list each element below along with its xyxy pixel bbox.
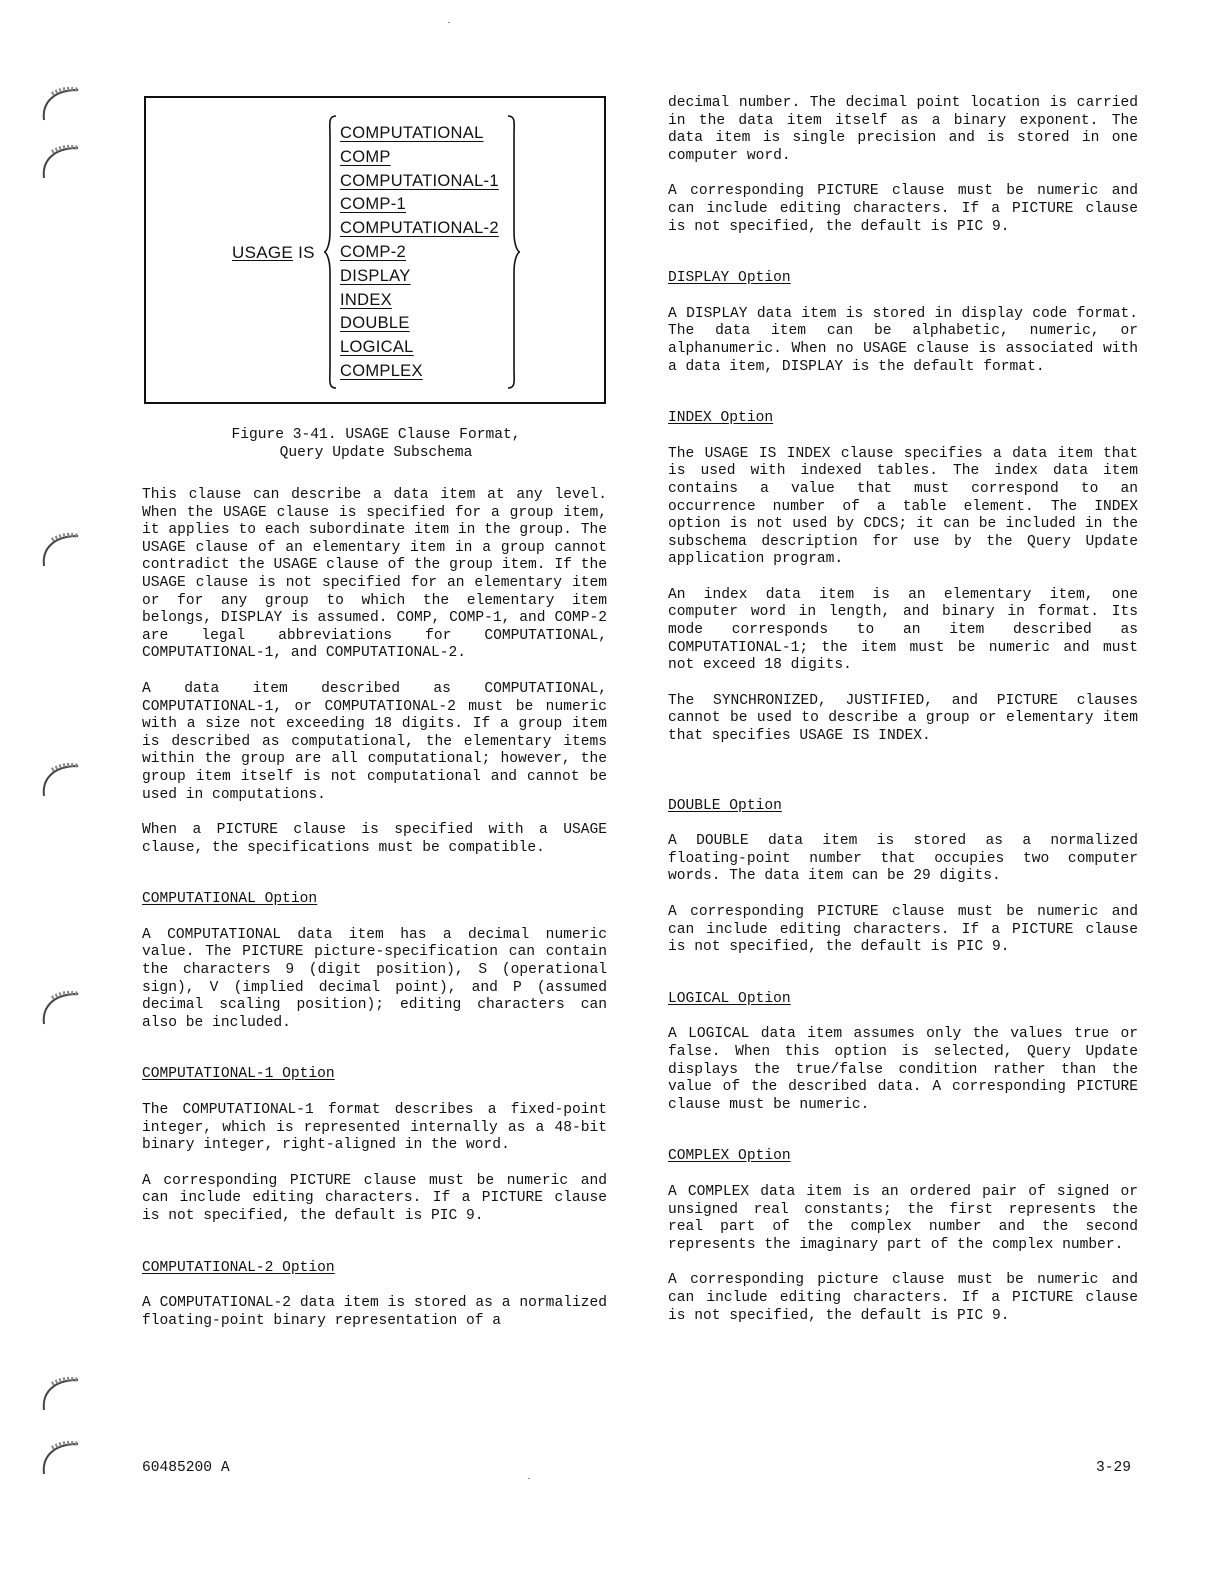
section-heading-logical: LOGICAL Option xyxy=(668,990,791,1007)
paragraph: A corresponding PICTURE clause must be numeric and can include editing characters. If a PICTURE clause is not specified, the default is PIC 9. xyxy=(668,183,1138,235)
binder-hole-icon xyxy=(38,758,80,800)
usage-option: DOUBLE xyxy=(340,314,410,333)
paragraph: The SYNCHRONIZED, JUSTIFIED, and PICTURE clauses cannot be used to describe a group or elementary item that specifies USAGE IS INDEX. xyxy=(668,692,1138,745)
usage-option: COMPUTATIONAL xyxy=(340,124,484,142)
section-heading-computational-1: COMPUTATIONAL-1 Option xyxy=(142,1066,335,1083)
usage-keyword: USAGE xyxy=(232,243,294,262)
caption-line-2: Query Update Subschema xyxy=(279,445,473,461)
paragraph: A COMPUTATIONAL-2 data item is stored as a normalized floating-point binary representation of a xyxy=(142,1295,607,1329)
section-heading-index: INDEX Option xyxy=(668,410,774,427)
paragraph: The USAGE IS INDEX clause specifies a data item that is used with indexed tables. The index data item contains a value that must correspond to an occurrence number of a table element. The INDEX option is not used by CDCS; it can be included in the subschema description for use by the Query Update application program. xyxy=(668,445,1138,568)
right-column xyxy=(668,95,1138,1325)
section-heading-computational: COMPUTATIONAL Option xyxy=(142,891,318,908)
scan-speck xyxy=(528,1478,530,1479)
paragraph: A COMPLEX data item is an ordered pair of signed or unsigned real constants; the first represents the real part of the complex number and the second represents the imaginary part of the complex number. xyxy=(668,1183,1138,1253)
paragraph: When a PICTURE clause is specified with a USAGE clause, the specifications must be compatible. xyxy=(142,822,607,856)
paragraph: This clause can describe a data item at any level. When the USAGE clause is specified for a group item, it applies to each subordinate item in the group. The USAGE clause of an elementary item in a group cannot contradict the USAGE clause of the group item. If the USAGE clause is not specified for an elementary item or for any group to which the elementary item belongs, DISPLAY is assumed. COMP, COMP-1, and COMP-2 are legal abbreviations for COMPUTATIONAL, COMPUTATIONAL-1, and COMPUTATIONAL-2. xyxy=(142,487,607,662)
binder-hole-icon xyxy=(38,82,80,124)
paragraph: A DOUBLE data item is stored as a normalized floating-point number that occupies two computer words. The data item can be 29 digits. xyxy=(668,833,1138,885)
document-number: 60485200 A xyxy=(142,1460,230,1476)
paragraph: A corresponding picture clause must be numeric and can include editing characters. If a PICTURE clause is not specified, the default is PIC 9. xyxy=(668,1272,1138,1324)
scan-speck xyxy=(448,22,450,23)
binder-hole-icon xyxy=(38,528,80,570)
binder-hole-icon xyxy=(38,1436,80,1478)
binder-hole-icon xyxy=(38,986,80,1028)
section-heading-computational-2: COMPUTATIONAL-2 Option xyxy=(142,1259,335,1276)
usage-option: LOGICAL xyxy=(340,338,414,357)
figure-caption xyxy=(144,426,608,462)
usage-option: COMPLEX xyxy=(340,361,423,380)
usage-option: COMPUTATIONAL-2 xyxy=(340,219,499,238)
binder-hole-icon xyxy=(38,140,80,182)
usage-option: COMP-2 xyxy=(340,242,406,261)
usage-option-list xyxy=(340,122,499,384)
usage-clause-figure xyxy=(144,96,606,404)
paragraph: A COMPUTATIONAL data item has a decimal numeric value. The PICTURE picture-specification can contain the characters 9 (digit position), S (operational sign), V (implied decimal point), and P (assumed decimal scaling position); editing characters can also be included. xyxy=(142,926,607,1031)
binder-hole-icon xyxy=(38,1372,80,1414)
section-heading-display: DISPLAY Option xyxy=(668,270,791,287)
paragraph: A DISPLAY data item is stored in display code format. The data item can be alphabetic, numeric, or alphanumeric. When no USAGE clause is associated with a data item, DISPLAY is the default format. xyxy=(668,305,1138,375)
paragraph: decimal number. The decimal point location is carried in the data item itself as a binary exponent. The data item is single precision and is stored in one computer word. xyxy=(668,95,1138,164)
is-keyword: IS xyxy=(298,243,315,262)
paragraph: A corresponding PICTURE clause must be numeric and can include editing characters. If a PICTURE clause is not specified, the default is PIC 9. xyxy=(668,904,1138,956)
section-heading-complex: COMPLEX Option xyxy=(668,1148,791,1165)
usage-option: COMP xyxy=(340,147,391,166)
page-number: 3-29 xyxy=(1096,1460,1132,1476)
paragraph: A LOGICAL data item assumes only the values true or false. When this option is selected, Query Update displays the true/false condition rather than the value of the described data. A corresponding PICTURE clause must be numeric. xyxy=(668,1026,1138,1113)
paragraph: A data item described as COMPUTATIONAL, COMPUTATIONAL-1, or COMPUTATIONAL-2 must be numeric with a size not exceeding 18 digits. If a group item is described as computational, the elementary items within the group are all computational; however, the group item itself is not computational and cannot be used in computations. xyxy=(142,680,607,803)
usage-option: INDEX xyxy=(340,290,392,309)
right-brace-icon xyxy=(504,114,522,390)
paragraph: The COMPUTATIONAL-1 format describes a fixed-point integer, which is represented internally as a 48-bit binary integer, right-aligned in the word. xyxy=(142,1102,607,1154)
usage-option: DISPLAY xyxy=(340,266,411,285)
paragraph: A corresponding PICTURE clause must be numeric and can include editing characters. If a PICTURE clause is not specified, the default is PIC 9. xyxy=(142,1172,607,1224)
usage-option: COMP-1 xyxy=(340,195,406,214)
section-heading-double: DOUBLE Option xyxy=(668,797,782,814)
left-brace-icon xyxy=(322,114,340,390)
usage-is-label xyxy=(232,243,315,263)
paragraph: An index data item is an elementary item, one computer word in length, and binary in format. Its mode corresponds to an item described as COMPUTATIONAL-1; the item must be numeric and must not exceed 18 digits. xyxy=(668,586,1138,674)
caption-line-1: Figure 3-41. USAGE Clause Format, xyxy=(231,427,521,443)
usage-option: COMPUTATIONAL-1 xyxy=(340,171,499,190)
left-column xyxy=(142,487,607,1330)
